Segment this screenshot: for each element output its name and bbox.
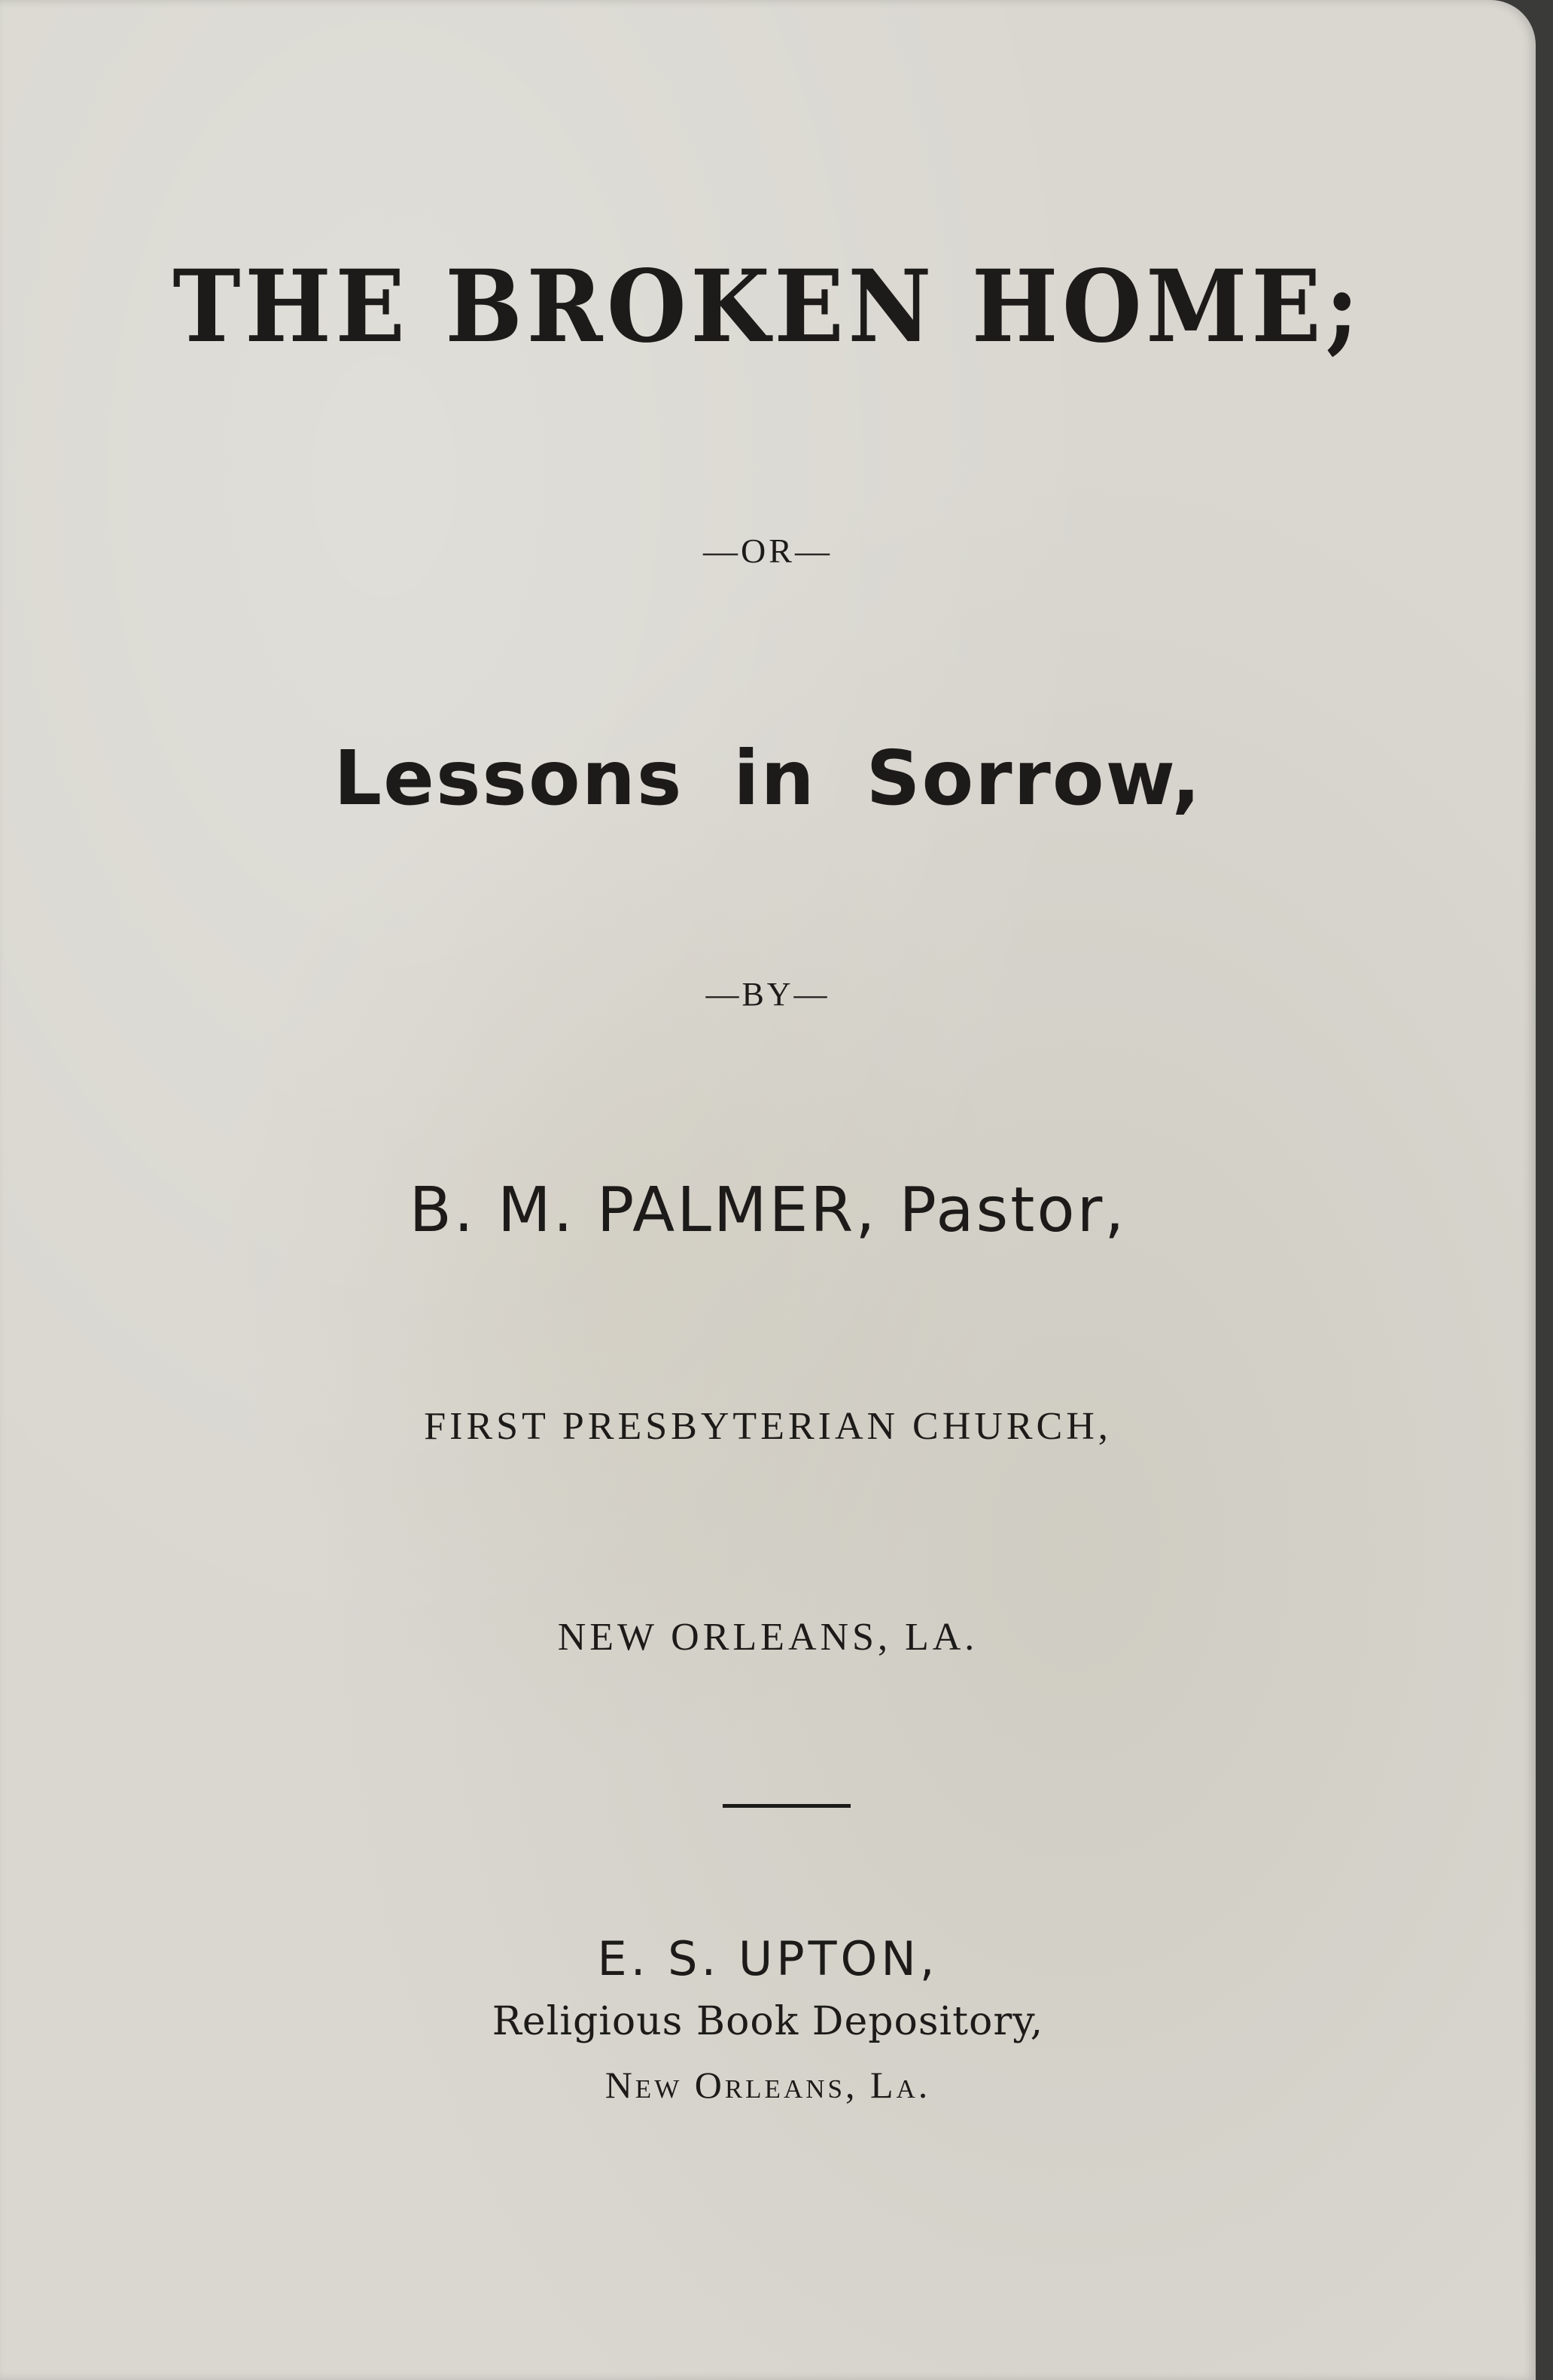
book-title: THE BROKEN HOME;: [172, 248, 1363, 365]
or-separator: —OR—: [703, 532, 833, 570]
publisher-city: New Orleans, La.: [604, 2064, 931, 2106]
publisher-name: E. S. UPTON,: [597, 1931, 939, 1986]
book-subtitle: Lessons in Sorrow,: [333, 734, 1202, 822]
church-city: NEW ORLEANS, LA.: [557, 1616, 979, 1659]
author-name: B. M. PALMER, Pastor,: [409, 1175, 1127, 1246]
church-name: FIRST PRESBYTERIAN CHURCH,: [424, 1405, 1112, 1448]
publisher-description: Religious Book Depository,: [492, 1999, 1044, 2044]
by-separator: —BY—: [705, 976, 830, 1013]
divider-rule: [723, 1804, 851, 1808]
